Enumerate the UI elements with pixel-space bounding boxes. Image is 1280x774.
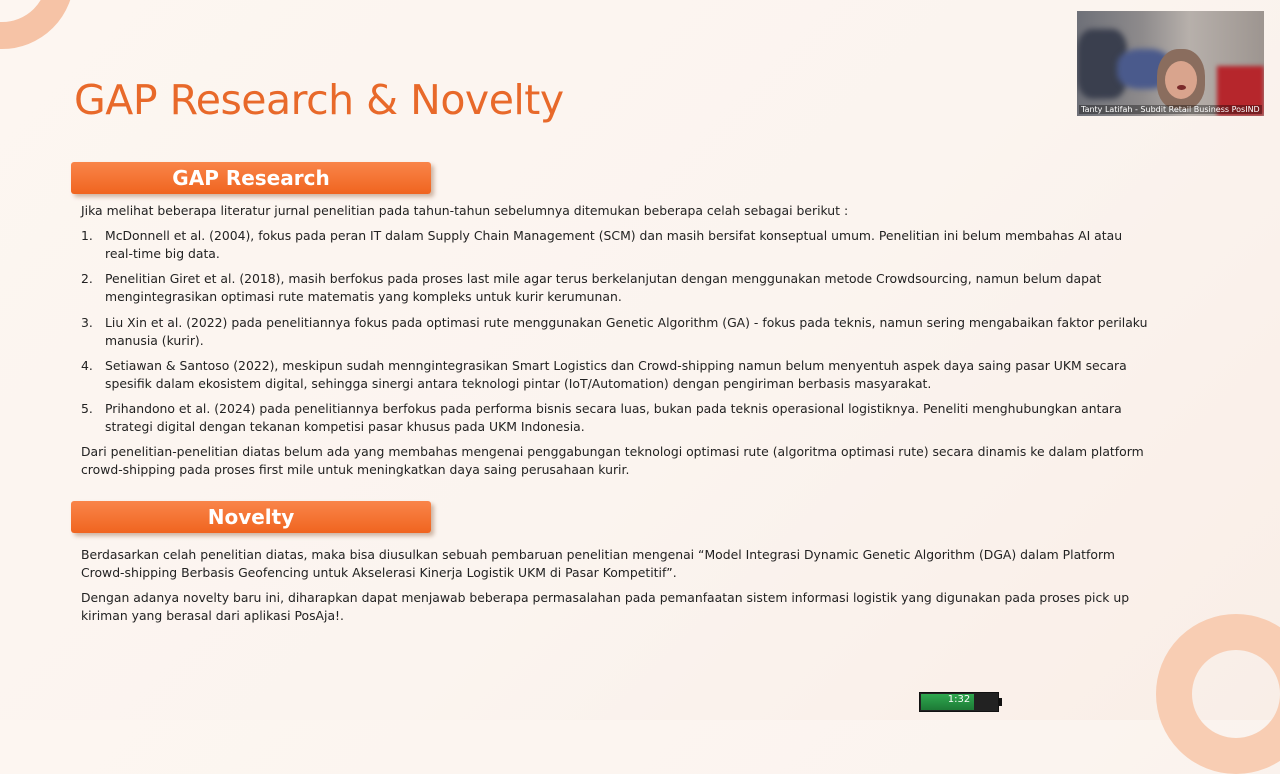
novelty-text-2: Dengan adanya novelty baru ini, diharapkan dapat menjawab beberapa permasalahan pada pemanfaatan sistem informasi logistik yang digunakan pada proses pick up kiriman yang berasal dari aplikasi PosAja!. — [81, 590, 1130, 623]
list-number: 1. — [81, 228, 93, 243]
novelty-paragraph-2 — [81, 589, 1151, 624]
novelty-paragraph-1 — [81, 546, 1151, 581]
list-text: Liu Xin et al. (2022) pada penelitiannya fokus pada optimasi rute menggunakan Genetic Algorithm (GA) - fokus pada teknis, namun sering mengabaikan faktor perilaku manusia (kurir). — [105, 315, 1148, 348]
novelty-banner — [71, 501, 431, 533]
slide-title: GAP Research & Novelty — [74, 76, 564, 124]
gap-research-heading: GAP Research — [172, 166, 330, 190]
novelty-heading: Novelty — [207, 505, 295, 529]
timer-time: 1:32 — [947, 694, 971, 705]
participant-mouth — [1177, 85, 1186, 90]
presentation-timer — [919, 692, 999, 712]
list-number: 5. — [81, 401, 93, 416]
decorative-ring-bottom-right — [1156, 614, 1280, 774]
list-text: Prihandono et al. (2024) pada penelitiannya berfokus pada performa bisnis secara luas, bukan pada teknis operasional logistiknya. Peneliti menghubungkan antara strategi digital dengan tekanan kompetisi pasar khusus pada UKM Indonesia. — [105, 401, 1122, 434]
list-text: Penelitian Giret et al. (2018), masih berfokus pada proses last mile agar terus berkelanjutan dengan menggunakan metode Crowdsourcing, namun belum dapat mengintegrasikan optimasi rute matematis yang kompleks untuk kurir kerumunan. — [105, 271, 1102, 304]
list-number: 4. — [81, 358, 93, 373]
decorative-ring-top-left — [0, 0, 74, 49]
gap-intro — [81, 202, 1151, 220]
gap-conclusion-text: Dari penelitian-penelitian diatas belum ada yang membahas mengenai penggabungan teknologi optimasi rute (algoritma optimasi rute) secara dinamis ke dalam platform crowd-shipping pada proses first mile untuk meningkatkan daya saing perusahaan kurir. — [81, 444, 1144, 477]
gap-research-banner — [71, 162, 431, 194]
list-number: 2. — [81, 271, 93, 286]
timer-tip — [999, 698, 1002, 706]
participant-face — [1165, 61, 1197, 99]
list-text: McDonnell et al. (2004), fokus pada peran IT dalam Supply Chain Management (SCM) dan masih bersifat konseptual umum. Penelitian ini belum membahas AI atau real-time big data. — [105, 228, 1123, 261]
gap-intro-text: Jika melihat beberapa literatur jurnal penelitian pada tahun-tahun sebelumnya ditemukan beberapa celah sebagai berikut : — [81, 203, 849, 218]
participant-name-label: Tanty Latifah - Subdit Retail Business PosIND — [1081, 105, 1260, 114]
gap-conclusion — [81, 443, 1151, 478]
participant-video-tile[interactable] — [1077, 11, 1264, 116]
list-number: 3. — [81, 315, 93, 330]
list-text: Setiawan & Santoso (2022), meskipun sudah menngintegrasikan Smart Logistics dan Crowd-shipping namun belum menyentuh aspek daya saing pasar UKM secara spesifik dalam ekosistem digital, sehingga sinergi antara teknologi pintar (IoT/Automation) dengan pengiriman berbasis masyarakat. — [105, 358, 1127, 391]
novelty-text-1: Berdasarkan celah penelitian diatas, maka bisa diusulkan sebuah pembaruan penelitian mengenai “Model Integrasi Dynamic Genetic Algorithm (DGA) dalam Platform Crowd-shipping Berbasis Geofencing untuk Akselerasi Kinerja Logistik UKM di Pasar Kompetitif”. — [81, 547, 1115, 580]
